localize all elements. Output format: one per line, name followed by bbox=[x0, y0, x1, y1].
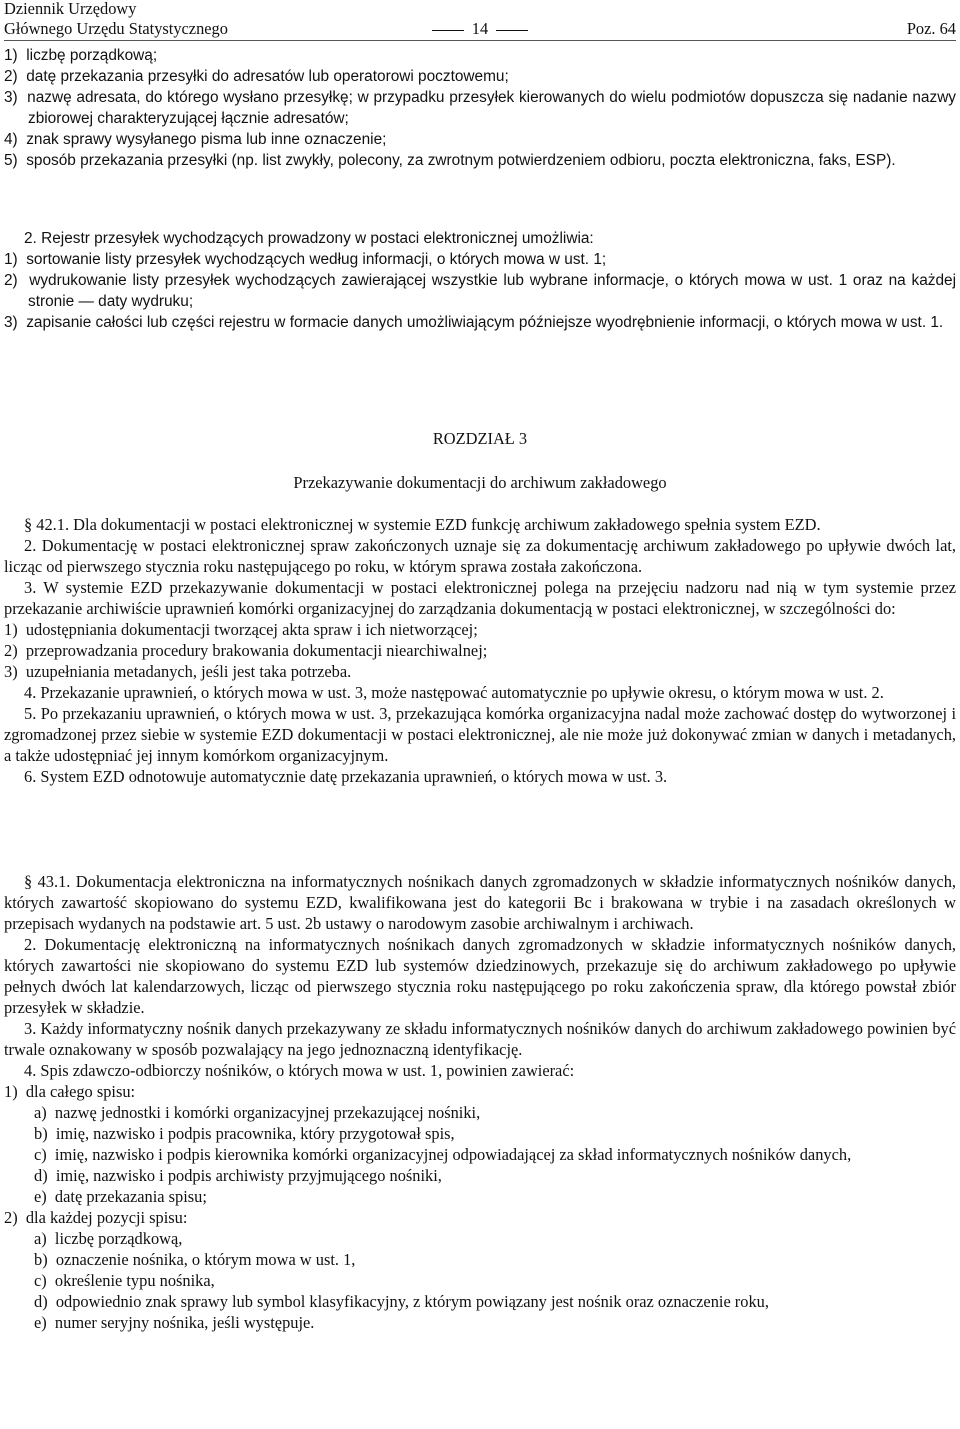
par42-p4: 4. Przekazanie uprawnień, o których mowa w ust. 3, może następować automatycznie po upływie okresu, o którym mowa w ust. 2. bbox=[24, 683, 884, 702]
position-number: Poz. 64 bbox=[906, 19, 956, 38]
top-list-item: 1) liczbę porządkową; bbox=[4, 47, 158, 64]
par43-list2-item: a) liczbę porządkową, bbox=[34, 1229, 183, 1248]
par43-list1-head: 1) dla całego spisu: bbox=[4, 1082, 136, 1101]
par43-list1-item: c) imię, nazwisko i podpis kierownika komórki organizacyjnej odpowiadającej za skład informatycznych nośników danych, bbox=[34, 1145, 852, 1164]
journal-title-line2: Głównego Urzędu Statystycznego bbox=[4, 19, 228, 38]
page-header bbox=[4, 0, 956, 42]
register-section bbox=[4, 228, 956, 333]
journal-title-line1: Dziennik Urzędowy bbox=[4, 0, 137, 18]
par43-p4: 4. Spis zdawczo-odbiorczy nośników, o których mowa w ust. 1, powinien zawierać: bbox=[24, 1061, 575, 1080]
register-intro: 2. Rejestr przesyłek wychodzących prowadzony w postaci elektronicznej umożliwia: bbox=[24, 230, 594, 247]
page-number-value: 14 bbox=[471, 19, 489, 38]
par42-p3: 3. W systemie EZD przekazywanie dokumentacji w postaci elektronicznej polega na przejęciu nadzoru nad nią w tym systemie przez przekazanie archiwiście uprawnień komórki organizacyjnej do zarządzania dokumentacją w postaci elektronicznej, w szczególności do: bbox=[4, 578, 956, 618]
par43-list1-item: a) nazwę jednostki i komórki organizacyjnej przekazującej nośniki, bbox=[34, 1103, 481, 1122]
par42-p3-item: 3) uzupełniania metadanych, jeśli jest taka potrzeba. bbox=[4, 662, 352, 681]
top-list-item: 4) znak sprawy wysyłanego pisma lub inne oznaczenie; bbox=[4, 131, 387, 148]
par43-list1-item: d) imię, nazwisko i podpis archiwisty przyjmującego nośniki, bbox=[34, 1166, 442, 1185]
chapter-subtitle: Przekazywanie dokumentacji do archiwum zakładowego bbox=[293, 473, 667, 492]
par42-p1: § 42.1. Dla dokumentacji w postaci elektronicznej w systemie EZD funkcję archiwum zakładowego spełnia system EZD. bbox=[24, 515, 821, 534]
register-item: 2) wydrukowanie listy przesyłek wychodzących zawierającej wszystkie lub wybrane informacje, o których mowa w ust. 1 oraz na każdej stronie — daty wydruku; bbox=[4, 272, 956, 310]
par43-list1-item: e) datę przekazania spisu; bbox=[34, 1187, 207, 1206]
par43-list1-item: b) imię, nazwisko i podpis pracownika, który przygotował spis, bbox=[34, 1124, 455, 1143]
par42-p6: 6. System EZD odnotowuje automatycznie datę przekazania uprawnień, o których mowa w ust. 3. bbox=[24, 767, 668, 786]
par43-p3: 3. Każdy informatyczny nośnik danych przekazywany ze składu informatycznych nośników danych do archiwum zakładowego powinien być trwale oznakowany w sposób pozwalający na jego jednoznaczną identyfikację. bbox=[4, 1019, 956, 1059]
par43-p1: § 43.1. Dokumentacja elektroniczna na informatycznych nośnikach danych zgromadzonych w składzie informatycznych nośników danych, których zawartość skopiowano do systemu EZD, kwalifikowana jest do kategorii Bc i brakowana w trybie i na zasadach określonych w przepisach wydanych na podstawie art. 5 ust. 2b ustawy o narodowym zasobie archiwalnym i archiwach. bbox=[4, 872, 956, 933]
par43-list2-item: e) numer seryjny nośnika, jeśli występuje. bbox=[34, 1313, 315, 1332]
par42-p5: 5. Po przekazaniu uprawnień, o których mowa w ust. 3, przekazująca komórka organizacyjna nadal może zachować dostęp do wytworzonej i zgromadzonej przez siebie w systemie EZD dokumentacji w postaci elektronicznej, ale nie może już dokonywać zmian w danych i metadanych, a także udostępniać jej innym komórkom organizacyjnym. bbox=[4, 704, 956, 765]
dash-right bbox=[496, 30, 528, 31]
register-item: 3) zapisanie całości lub części rejestru w formacie danych umożliwiającym późniejsze wyodrębnienie informacji, o których mowa w ust. 1. bbox=[4, 314, 944, 331]
chapter-title: ROZDZIAŁ 3 bbox=[432, 429, 528, 448]
top-list-item: 5) sposób przekazania przesyłki (np. list zwykły, polecony, za zwrotnym potwierdzeniem odbioru, poczta elektroniczna, faks, ESP). bbox=[4, 152, 896, 169]
paragraph-42 bbox=[4, 514, 956, 787]
par43-list2-item: b) oznaczenie nośnika, o którym mowa w ust. 1, bbox=[34, 1250, 356, 1269]
par43-list2-item: d) odpowiednio znak sprawy lub symbol klasyfikacyjny, z którym powiązany jest nośnik oraz oznaczenie roku, bbox=[34, 1292, 769, 1311]
page-number bbox=[4, 19, 956, 39]
paragraph-43 bbox=[4, 871, 956, 1333]
top-list bbox=[4, 45, 956, 171]
par42-p3-item: 1) udostępniania dokumentacji tworzącej akta spraw i ich nietworzącej; bbox=[4, 620, 478, 639]
par43-list2-head: 2) dla każdej pozycji spisu: bbox=[4, 1208, 188, 1227]
register-item: 1) sortowanie listy przesyłek wychodzących według informacji, o których mowa w ust. 1; bbox=[4, 251, 607, 268]
par42-p3-item: 2) przeprowadzania procedury brakowania dokumentacji niearchiwalnej; bbox=[4, 641, 488, 660]
top-list-item: 2) datę przekazania przesyłki do adresatów lub operatorowi pocztowemu; bbox=[4, 68, 509, 85]
par43-p2: 2. Dokumentację elektroniczną na informatycznych nośnikach danych zgromadzonych w składzie informatycznych nośników danych, których zawartości nie skopiowano do systemu EZD lub systemów dziedzinowych, przekazuje się do archiwum zakładowego po upływie pełnych dwóch lat kalendarzowych, licząc od pierwszego stycznia roku następującego po roku zakończenia spraw, dla którego powstał zbiór przesyłek w składzie. bbox=[4, 935, 956, 1017]
par43-list2-item: c) określenie typu nośnika, bbox=[34, 1271, 215, 1290]
par42-p2: 2. Dokumentację w postaci elektronicznej spraw zakończonych uznaje się za dokumentację archiwum zakładowego po upływie dwóch lat, licząc od pierwszego stycznia roku następującego po roku, w którym sprawa została zakończona. bbox=[4, 536, 956, 576]
dash-left bbox=[432, 30, 464, 31]
top-list-item: 3) nazwę adresata, do którego wysłano przesyłkę; w przypadku przesyłek kierowanych do wielu podmiotów dopuszcza się nadanie nazwy zbiorowej charakteryzującej łącznie adresatów; bbox=[4, 89, 956, 127]
header-rule bbox=[4, 40, 956, 41]
